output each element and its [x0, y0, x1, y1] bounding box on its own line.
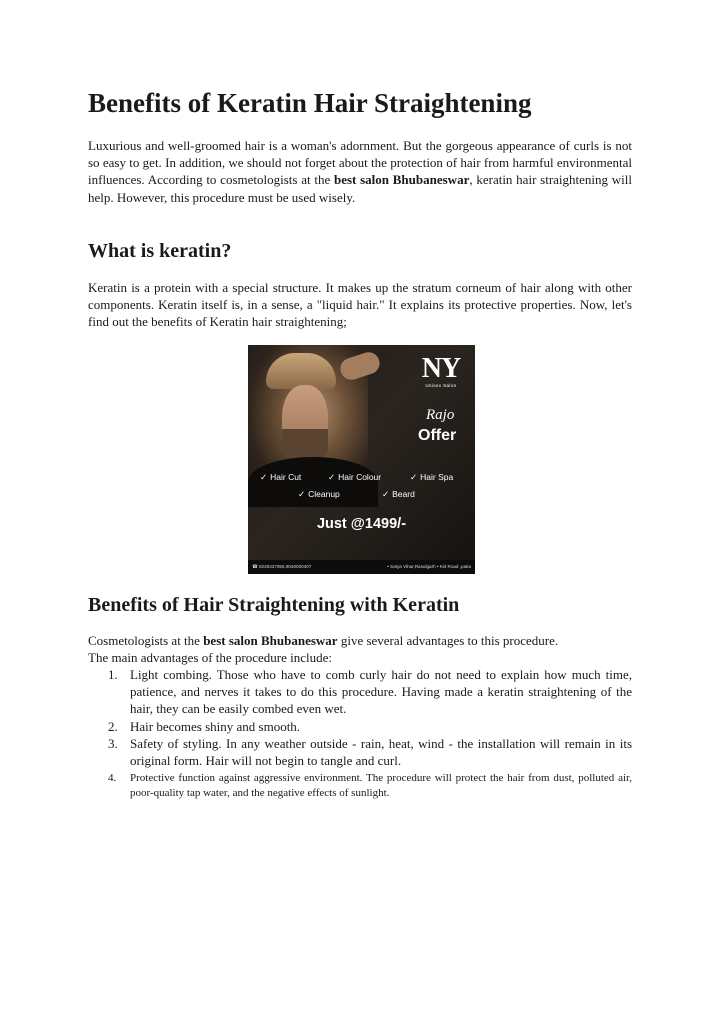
photo-cape: [248, 457, 378, 507]
logo-subtitle: Unisex Salon: [425, 383, 457, 388]
benefits-list: [88, 666, 632, 801]
photo-hair: [266, 353, 336, 389]
salon-logo: [413, 355, 469, 389]
service-label: Hair Colour: [338, 472, 382, 482]
keratin-paragraph: Keratin is a protein with a special structure. It makes up the stratum corneum of hair along with other components. Keratin itself is, in a sense, a "liquid hair." It explains its protective properties. Now, let's find out the benefits of Keratin hair straightening;: [88, 280, 632, 330]
list-item: [88, 666, 632, 718]
benefits-intro-paragraph: [88, 632, 632, 666]
check-icon: ✓: [328, 472, 336, 482]
section-heading-keratin: What is keratin?: [88, 240, 232, 262]
service-label: Beard: [392, 489, 415, 499]
check-icon: ✓: [410, 472, 418, 482]
list-item-text: Light combing. Those who have to comb curly hair do not need to explain how much time, patience, and nerves it takes to do this procedure. Having made a keratin straightening of the hair, they can be easily combed even wet.: [130, 667, 632, 717]
service-item: [298, 489, 340, 499]
list-item: [88, 771, 632, 801]
list-number: 1.: [108, 667, 118, 682]
intro-text-before: Luxurious and well-groomed hair is a woman's adornment. But the gorgeous appearance of curls is not so easy to get. In addition, we should not forget about the protection of hair from harmful environmental influences. According to cosmetologists at the: [88, 138, 632, 188]
list-item-text: Protective function against aggressive environment. The procedure will protect the hair from dust, polluted air, poor-quality tap water, and the negative effects of sunlight.: [130, 772, 632, 800]
list-item: [88, 735, 632, 769]
page-title: Benefits of Keratin Hair Straightening: [88, 88, 532, 118]
list-item: [88, 718, 632, 735]
photo-hand: [338, 349, 383, 382]
service-item: [410, 472, 453, 482]
list-number: 3.: [108, 735, 118, 751]
benefits-intro-before: Cosmetologists at the: [88, 633, 204, 648]
service-item: [328, 472, 381, 482]
service-item: [260, 472, 301, 482]
offer-price: Just @1499/-: [316, 516, 407, 532]
intro-bold-link: best salon Bhubaneswar: [333, 172, 470, 188]
service-item: [382, 489, 415, 499]
intro-paragraph: [88, 137, 632, 206]
salon-offer-poster: [248, 345, 475, 574]
check-icon: ✓: [382, 489, 390, 499]
section-heading-benefits: Benefits of Hair Straightening with Keratin: [88, 594, 460, 616]
check-icon: ✓: [298, 489, 306, 499]
logo-mark: NY: [421, 353, 461, 384]
list-number: 2.: [108, 718, 118, 734]
benefits-intro-line2: The main advantages of the procedure include:: [88, 650, 333, 666]
list-item-text: Safety of styling. In any weather outside - rain, heat, wind - the installation will remain in its original form. Hair will not begin to tangle and curl.: [130, 735, 632, 769]
check-icon: ✓: [260, 472, 268, 482]
service-label: Hair Cut: [270, 472, 302, 482]
poster-address: • Satya Vihar,Rasulgarh • Kiit Road ,patia: [387, 564, 471, 569]
intro-text-after: , keratin hair straightening will help. However, this procedure must be used wisely.: [88, 172, 632, 205]
poster-footer: [248, 560, 475, 574]
poster-phone: ☎ 8249337055,9040000407: [252, 564, 312, 569]
service-label: Cleanup: [308, 489, 340, 499]
offer-script-title: Rajo: [426, 407, 455, 423]
benefits-intro-bold: best salon Bhubaneswar: [203, 633, 338, 648]
service-label: Hair Spa: [420, 472, 454, 482]
list-item-text: Hair becomes shiny and smooth.: [130, 718, 301, 734]
list-number: 4.: [108, 772, 117, 785]
offer-title: Offer: [418, 427, 457, 444]
benefits-intro-after: give several advantages to this procedure.: [337, 633, 559, 648]
